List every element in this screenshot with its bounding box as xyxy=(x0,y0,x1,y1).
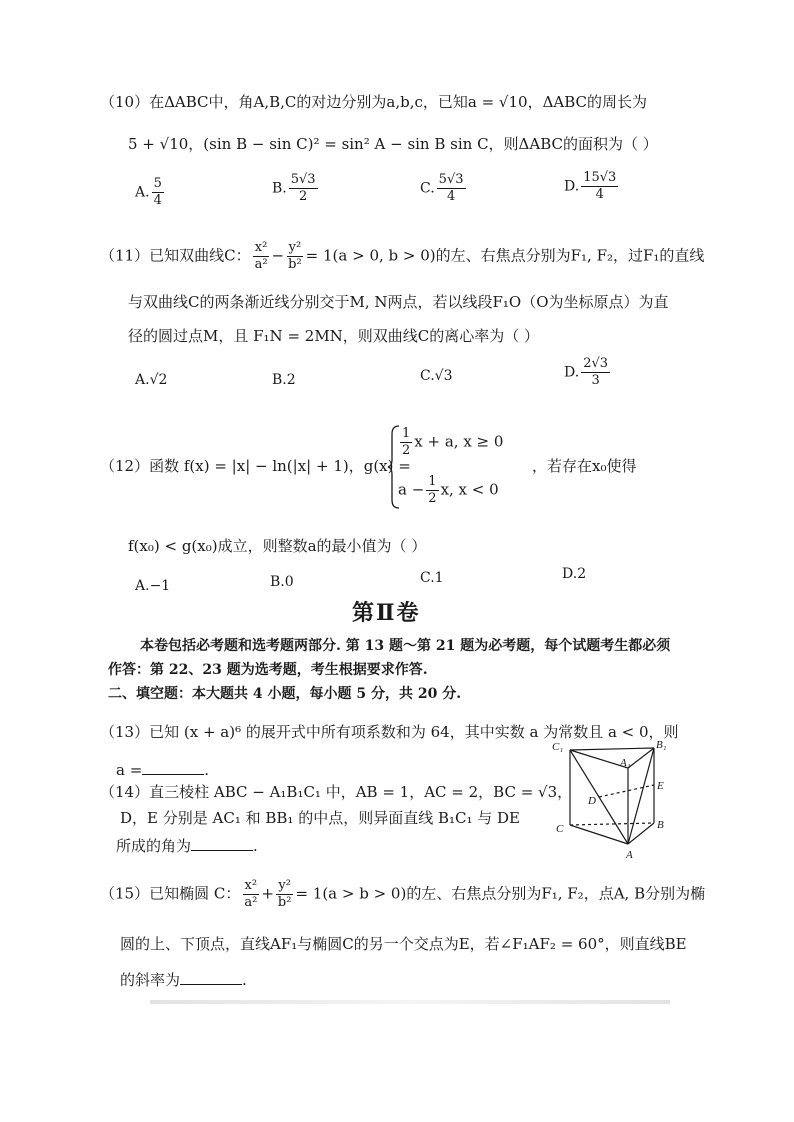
q10-option-c-frac xyxy=(437,172,466,205)
q14-number: （14） xyxy=(100,783,150,801)
q12-case2-num: 1 xyxy=(428,474,437,489)
q11-line3: 径的圆过点M，且 F₁N = 2MN，则双曲线C的离心率为（ ） xyxy=(128,327,540,345)
segment-b1-a xyxy=(628,748,654,844)
q12-stem-pre: 函数 f(x) = |x| − ln(|x| + 1)，g(x) = xyxy=(149,457,411,475)
prism-figure xyxy=(550,740,690,862)
q10-option-b-den: 2 xyxy=(299,189,308,204)
q10-option-a-den: 4 xyxy=(153,193,162,208)
q10-option-d xyxy=(564,170,620,203)
q11-option-c xyxy=(420,368,453,384)
q10-line2: 5 + √10，(sin B − sin C)² = sin² A − sin B sin C，则ΔABC的面积为（ ） xyxy=(128,135,658,153)
q12-option-d-text: 2 xyxy=(577,566,587,582)
label-b: B xyxy=(657,819,664,831)
q11-option-c-key: C. xyxy=(420,368,435,384)
q11-option-d-den: 3 xyxy=(591,373,600,388)
q10-option-a-key: A. xyxy=(135,184,150,201)
q14-line1 xyxy=(100,782,572,802)
q11-line1 xyxy=(100,240,704,273)
q12-case1-post: x + a, x ≥ 0 xyxy=(414,432,504,451)
q12-case1-den: 2 xyxy=(402,443,411,458)
label-b1: B₁ xyxy=(656,740,667,751)
q10-number: （10） xyxy=(100,93,150,111)
q12-option-b-key: B. xyxy=(270,574,285,590)
q11-minus: − xyxy=(271,246,285,265)
q14-answer-end: . xyxy=(253,837,258,855)
q12-case2 xyxy=(398,474,499,507)
q12-case2-post: x, x < 0 xyxy=(440,480,499,499)
q11-frac-x xyxy=(253,240,270,273)
q11-option-d-num: 2√3 xyxy=(583,356,609,371)
q14-line2: D，E 分别是 AC₁ 和 BB₁ 的中点，则异面直线 B₁C₁ 与 DE xyxy=(120,809,521,827)
q12-line1-pre xyxy=(100,456,411,476)
q10-option-b-num: 5√3 xyxy=(290,172,316,187)
q10-option-b-key: B. xyxy=(272,180,287,197)
footer-cutoff xyxy=(150,1000,670,1004)
q11-frac-y-num: y² xyxy=(288,240,302,255)
q10-option-c-den: 4 xyxy=(446,189,456,204)
q10-option-a-frac xyxy=(152,176,164,209)
q10-option-d-frac xyxy=(581,170,618,203)
edge-c1-b1 xyxy=(570,748,654,750)
q11-line2: 与双曲线C的两条渐近线分别交于M, N两点，若以线段F₁O（O为坐标原点）为直 xyxy=(128,293,669,311)
q12-option-a-key: A. xyxy=(135,578,150,594)
q11-frac-x-den: a² xyxy=(254,257,268,272)
q12-option-c-key: C. xyxy=(420,570,435,586)
q12-option-a xyxy=(135,578,170,594)
q10-option-d-key: D. xyxy=(564,178,580,195)
q12-case2-den: 2 xyxy=(428,491,437,506)
q12-case1-frac xyxy=(400,426,412,459)
q12-line1-post: ，若存在x₀使得 xyxy=(532,457,637,475)
q15-frac-x-den: a² xyxy=(244,895,258,910)
q15-stem-pre: 已知椭圆 C： xyxy=(149,884,241,903)
q14-line3 xyxy=(116,836,258,856)
q10-option-c-num: 5√3 xyxy=(438,172,464,187)
q10-option-b xyxy=(272,172,320,205)
q12-case1 xyxy=(398,426,503,459)
q15-stem-post: = 1(a > b > 0)的左、右焦点分别为F₁, F₂，点A, B分别为椭 xyxy=(295,884,706,903)
q11-option-d-key: D. xyxy=(564,364,580,381)
q13-stem: 已知 (x + a)⁶ 的展开式中所有项系数和为 64，其中实数 a 为常数且 a < 0，则 xyxy=(149,723,679,741)
q12-option-c xyxy=(420,570,444,586)
q11-option-c-text: √3 xyxy=(434,368,453,384)
q10-option-c-key: C. xyxy=(420,180,435,197)
q12-case2-pre: a − xyxy=(398,480,425,499)
q13-line1 xyxy=(100,722,679,742)
edge-c-b xyxy=(570,823,654,825)
label-a1: A₁ xyxy=(620,757,631,769)
q15-frac-y-den: b² xyxy=(277,895,292,910)
q13-line2 xyxy=(116,760,209,780)
q11-option-a-key: A. xyxy=(135,372,150,388)
q13-answer-label: a = xyxy=(116,761,143,779)
q15-answer-label: 的斜率为 xyxy=(120,971,181,989)
q11-option-d-frac xyxy=(581,356,610,389)
q11-frac-x-num: x² xyxy=(254,240,268,255)
q11-stem-pre: 已知双曲线C： xyxy=(149,246,251,265)
q15-number: （15） xyxy=(100,884,150,903)
q11-number: （11） xyxy=(100,246,150,265)
label-d: D xyxy=(588,795,596,807)
label-e: E xyxy=(657,780,664,792)
q10-option-d-num: 15√3 xyxy=(583,170,617,185)
fill-blank-header: 二、填空题：本大题共 4 小题，每小题 5 分，共 20 分. xyxy=(108,686,462,702)
q15-frac-y xyxy=(276,878,294,911)
q15-answer-end: . xyxy=(242,971,247,989)
q12-line2: f(x₀) < g(x₀)成立，则整数a的最小值为（ ） xyxy=(128,537,427,555)
q12-number: （12） xyxy=(100,457,150,475)
q15-answer-blank[interactable] xyxy=(180,970,242,985)
q10-option-d-den: 4 xyxy=(595,187,604,202)
edge-a-b xyxy=(628,823,654,844)
label-a: A xyxy=(626,849,633,861)
q11-option-a-text: √2 xyxy=(149,372,168,388)
q13-answer-end: . xyxy=(204,761,210,779)
q10-option-a xyxy=(135,176,166,209)
edge-c-a xyxy=(570,825,628,844)
q15-line1 xyxy=(100,878,705,911)
q15-frac-y-num: y² xyxy=(278,878,291,893)
q14-answer-blank[interactable] xyxy=(191,836,253,851)
q14-stem-1: 直三棱柱 ABC − A₁B₁C₁ 中，AB = 1，AC = 2，BC = √3， xyxy=(149,783,573,801)
q10-option-c xyxy=(420,172,468,205)
q12-option-d-key: D. xyxy=(562,566,578,582)
q10-option-a-num: 5 xyxy=(153,176,162,191)
q10-option-b-frac xyxy=(289,172,318,205)
q11-stem-post: = 1(a > 0, b > 0)的左、右焦点分别为F₁, F₂，过F₁的直线 xyxy=(305,246,705,265)
q11-option-b-text: 2 xyxy=(286,372,296,388)
section-intro-1: 本卷包括必考题和选考题两部分. 第 13 题～第 21 题为必考题，每个试题考生都必须 xyxy=(140,638,671,654)
q15-line3 xyxy=(120,970,247,990)
q12-option-a-text: −1 xyxy=(149,578,171,594)
q12-option-b-text: 0 xyxy=(284,574,294,590)
q11-option-a xyxy=(135,372,167,388)
q11-frac-y-den: b² xyxy=(288,257,302,272)
q11-option-d xyxy=(564,356,612,389)
q12-case2-frac xyxy=(426,474,438,507)
q15-frac-x-num: x² xyxy=(244,878,258,893)
q14-answer-label: 所成的角为 xyxy=(116,837,192,855)
q15-line2: 圆的上、下顶点，直线AF₁与椭圆C的另一个交点为E，若∠F₁AF₂ = 60°，则直线BE xyxy=(120,935,687,953)
q13-answer-blank[interactable] xyxy=(142,760,204,775)
section-intro-2: 作答：第 22、23 题为选考题，考生根据要求作答. xyxy=(108,662,428,678)
segment-d-e xyxy=(599,785,654,797)
section-title: 第Ⅱ卷 xyxy=(352,600,421,626)
q11-option-b xyxy=(272,372,296,388)
q12-option-c-text: 1 xyxy=(434,570,444,586)
label-c1: C₁ xyxy=(552,741,564,753)
q13-number: （13） xyxy=(100,723,150,741)
q10-line1 xyxy=(100,92,647,112)
q15-plus: + xyxy=(261,884,274,903)
q11-option-b-key: B. xyxy=(272,372,287,388)
q11-frac-y xyxy=(286,240,304,273)
q12-option-d xyxy=(562,566,586,582)
q12-case1-num: 1 xyxy=(402,426,411,441)
label-c: C xyxy=(556,823,564,835)
edge-a1-b1 xyxy=(628,748,654,768)
q12-option-b xyxy=(270,574,294,590)
q10-stem-1: 在ΔABC中，角A,B,C的对边分别为a,b,c，已知a = √10，ΔABC的周长为 xyxy=(149,93,648,111)
q15-frac-x xyxy=(242,878,259,911)
